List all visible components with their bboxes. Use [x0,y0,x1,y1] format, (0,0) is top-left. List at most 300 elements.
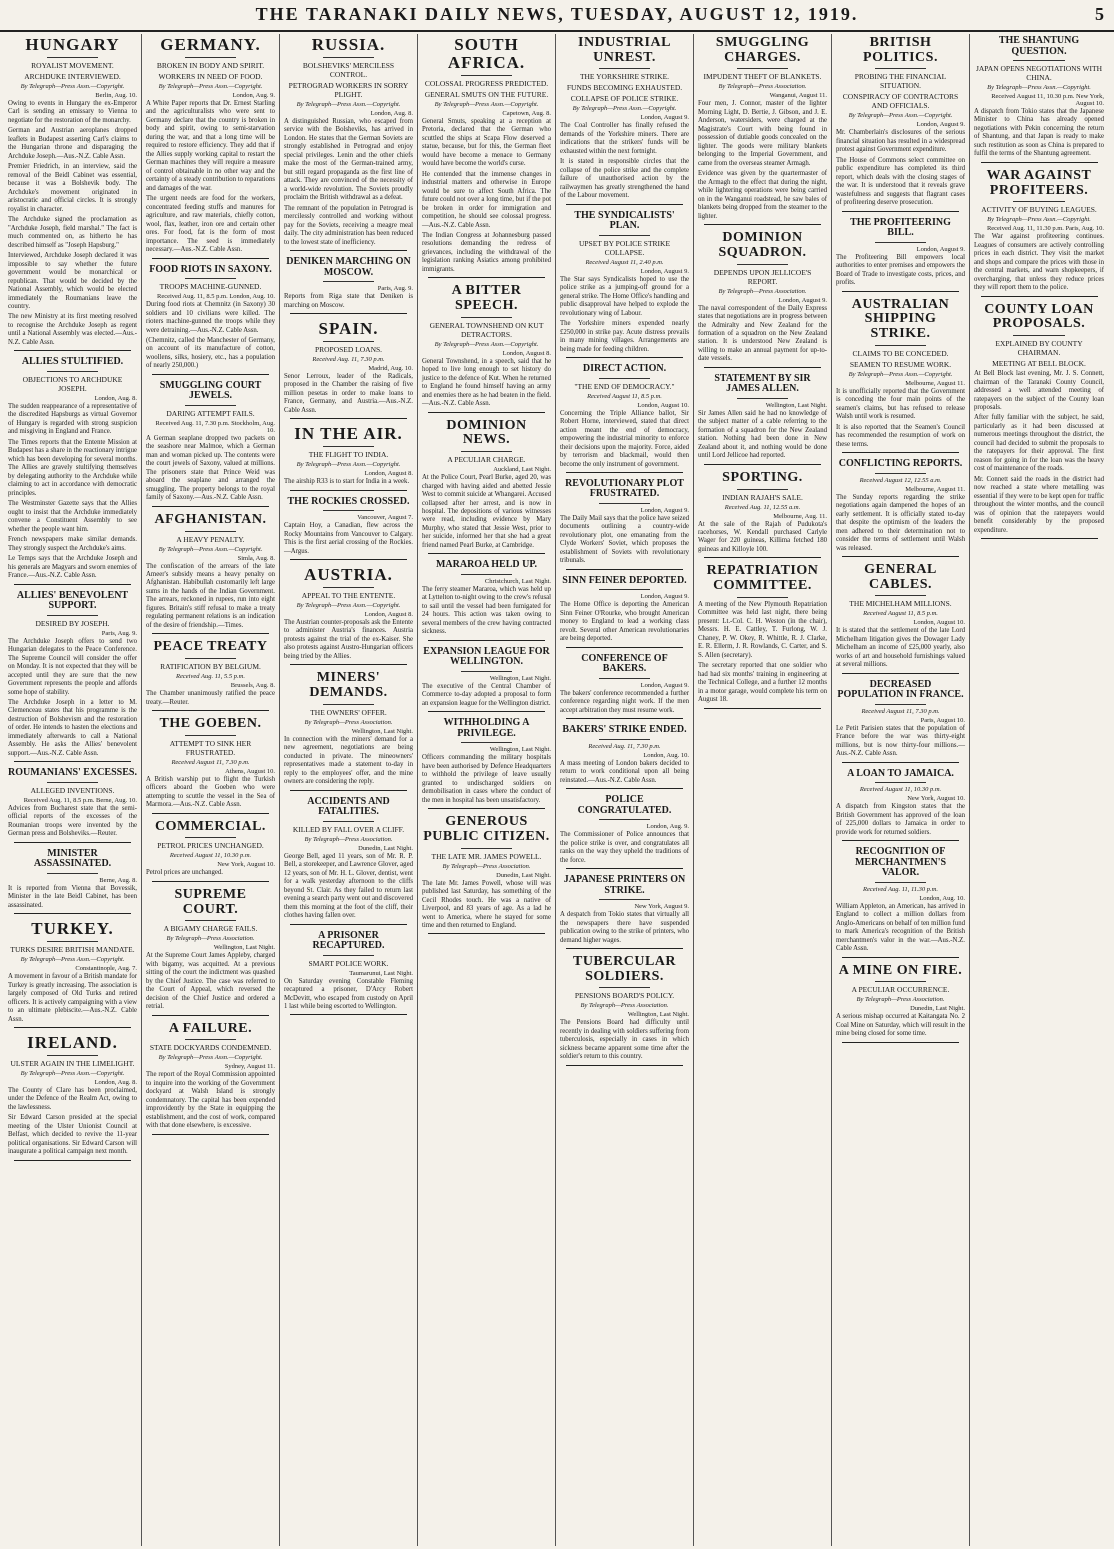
article-dateline: Simla, Aug. 8. [237,554,275,562]
article [284,497,413,560]
article-dateline: London, August 9. [916,121,965,129]
article-headline: PEACE TREATY [153,639,268,655]
article-headline: A PRISONER RECAPTURED. [312,929,385,952]
divider [185,1039,237,1040]
article-paragraph: It is also reported that the Seamen's Council has recommended the resumption of work on these terms. [836,423,965,448]
article-subhead: A BIGAMY CHARGE FAILS. [163,924,258,934]
article [974,169,1104,297]
news-column [4,34,142,1546]
divider [461,451,513,452]
article-dateline: Wellington, Last Night. [489,674,551,682]
divider [323,510,375,511]
article-paragraph: He contended that the immense changes in industrial matters and otherwise in Europe would be sure to affect South Africa. The future could not over a long time, but if the pot be broken in order for immigration and competition, he should see colossal progress.—Aus.-N.Z. Cable Assn. [422,170,551,229]
article-dateline: London, Aug. 8. [370,109,413,117]
divider [47,57,99,58]
article-separator [566,718,682,719]
article-headline: REVOLUTIONARY PLOT FRUSTRATED. [565,477,684,500]
article-headline: WITHHOLDING A PRIVILEGE. [443,717,530,739]
article-separator [566,868,682,869]
article-headline: POLICE CONGRATULATED. [577,794,672,816]
article-credit: Received August 11, 7.30 p.m. [861,707,940,715]
article-credit: Received August 11, 8.5 p.m. [587,392,662,400]
article-separator [14,913,130,914]
article-headline: DOMINION NEWS. [446,417,527,448]
article-dateline: London, August 9. [640,114,689,122]
article-separator [152,1134,268,1135]
article-subhead: ROYALIST MOVEMENT. [31,60,114,70]
article-subhead: ARCHDUKE INTERVIEWED. [24,71,121,81]
article-headline: GENERAL CABLES. [864,562,937,592]
article-separator [152,1015,268,1016]
divider [875,242,927,243]
article-separator [981,162,1098,163]
divider [47,615,99,616]
article-headline: CONFLICTING REPORTS. [838,458,963,470]
article-paragraph: The County of Clare has been proclaimed, under the Defence of the Realm Act, owing to the lawlessness. [8,1086,137,1111]
article [560,725,689,789]
article-paragraph: Concerning the Triple Alliance ballot, Sir Robert Horne, interviewed, stated that direct action meant the end of democracy, empowering the industrial minority to enforce their decisions upon the majority. Force, aided by terrorism and blackmail, would then become the only instrument of government. [560,409,689,468]
article-dateline: London, August 9. [778,296,827,304]
news-column [832,34,970,1546]
article-subhead: THE YORKSHIRE STRIKE. [579,72,670,82]
article-dateline: London, Aug. 10. [919,894,965,902]
article-subhead: ATTEMPT TO SINK HER FRUSTRATED. [169,738,252,757]
article-dateline: London, August 9. [640,593,689,601]
masthead [0,0,1114,32]
article [146,513,275,635]
article-paragraph: Officers commanding the military hospitals have been authorised by Defence Headquarters to withhold the privilege of leave usually granted to undischarged soldiers on demobilisation in cases where the conduct of the men in hospital has been unsatisfactory. [422,754,551,804]
divider [461,317,513,318]
article-dateline: Wellington, Last Night. [351,727,413,735]
article [560,364,689,473]
article-paragraph: General Smuts, speaking at a reception at Pretoria, declared that the German who scuttled the ships at Scapa Flow deserved a statue, because, but for this, the German fleet would have become a menace to Germany would have become the world's curse. [422,117,551,168]
article [836,563,965,674]
article-headline: A BITTER SPEECH. [451,283,522,314]
article-credit: By Telegraph—Press Association. [718,83,807,91]
article-paragraph: The Archduke Joseph in a letter to M. Clemenceau states that his programme is the destruction of Bolshevism and the restoration of order. He intends to hasten the elections and immediately afterwards to call a National Assembly. He asks the Allies' benevolent support.—Aus.-N.Z. Cable Assn. [8,698,137,757]
article-paragraph: The ferry steamer Mararoa, which was held up at Lyttelton to-night owing to the crew's refusal to sail until the vessel had been fumigated for 24 hours. This action was taken owing to several members of the crew having contracted sickness. [422,585,552,636]
divider [323,57,375,58]
article-separator [566,1065,682,1066]
article [560,654,689,719]
article-dateline: Taumarunui, Last Night. [349,969,413,977]
article-paragraph: A meeting of the New Plymouth Repatriation Committee was held last night, there being present: Lt.-Col. C. H. Weston (in the chair), Messrs. H. E. Cattley, T. Furlong, W. J. Chaney, P. W. Okey, R. Whittle, R. J. Clarke, E. R. Ellerm, J. R. Rowlands, C. Carter, and S. S. Allen (secretary). [698,600,827,659]
article-paragraph: William Appleton, an American, has arrived in England to collect a million dollars from Anglo-Americans on behalf of ten million fund to mark America's recognition of the British merchantmen's valor in the war.—Aus.-N.Z. Cable Assn. [836,902,965,953]
divider [875,473,927,474]
article-headline: DOMINION SQUADRON. [718,230,807,260]
divider [185,278,237,279]
article-paragraph: The Coal Controller has finally refused the demands of the Yorkshire miners. There are indications that the strikers' funds will be exhausted within the next fortnight. [560,122,689,155]
article-dateline: Received Aug. 11, 8.5 p.m. London, Aug. 10. [156,293,275,301]
article-paragraph: After fully familiar with the subject, he said, particularly as it had been discussed at numerous meetings throughout the district, the council had decided to submit the proposals to the ratepayers for their approval. The first reason for going in for the loan was the heavy cost of maintenance of the roads. [974,414,1104,473]
article-paragraph: The naval correspondent of the Daily Express states that negotiations are in progress between the Admiralty and New Zealand for the formation of a squadron on the New Zealand station. It is understood New Zealand is willing to make an annual payment for up-to-date vessels. [698,304,827,363]
article-paragraph: The Daily Mail says that the police have seized documents outlining a country-wide revolutionary plot, one emanating from the Clyde Workers' Soviet, which proposes the establishment of Soviets with revolutionary tribunals. [560,514,689,565]
article-paragraph: The Sunday reports regarding the strike negotiations again dampened the hopes of an early settlement. It is officially stated to-day that despite the optimism of the leaders the men adhered to their determination not to consider the terms of settlement until Walsh was released. [836,493,965,552]
news-columns [4,34,1110,1546]
divider [875,68,927,69]
article-separator [152,374,268,375]
article-subhead: TROOPS MACHINE-GUNNED. [159,282,262,292]
article-headline: JAPANESE PRINTERS ON STRIKE. [563,874,686,896]
divider [599,503,651,504]
article-dateline: Auckland, Last Night. [493,466,551,474]
article-dateline: Sydney, August 11. [224,1063,275,1071]
divider [185,837,237,838]
article [698,374,827,465]
article-paragraph: The late Mr. James Powell, whose will was published last Saturday, has something of the Cecil Rhodes touch. He was a native of Liverpool, and 83 years of age. As a lad he went to America, where he stayed for some time and then returned to England. [422,879,551,929]
divider [1013,335,1065,336]
article-dateline: London, August 9. [640,267,689,275]
divider [599,678,651,679]
article-credit: By Telegraph—Press Assn.—Copyright. [848,370,953,378]
article-separator [14,842,130,843]
article-dateline: Brussels, Aug. 8. [230,682,275,690]
article-headline: THE GOEBEN. [159,716,262,732]
divider [47,1055,99,1056]
article-subhead: PETROL PRICES UNCHANGED. [157,841,264,851]
article-dateline: Wellington, Last Night. [489,746,551,754]
article [836,459,965,557]
article-headline: THE ROCKIES CROSSED. [287,495,410,507]
article-dateline: London, Aug. 9. [232,91,275,99]
article-subhead: CLAIMS TO BE CONCEDED. [852,348,949,358]
article-dateline: Melbourne, Aug. 11. [773,512,827,520]
article-separator [152,710,268,711]
article [8,920,137,1028]
article-separator [152,506,268,507]
article [284,566,413,665]
article-subhead: GENERAL TOWNSHEND ON KUT DETRACTORS. [429,320,544,339]
article [8,357,137,584]
article-separator [290,790,406,791]
article-subhead: DESIRED BY JOSEPH. [35,618,110,628]
article-paragraph: Sir Edward Carson presided at the special meeting of the Ulster Unionist Council at Belfast, which decided to revive the 11-year political organisations. Sir Edward Carson will inaugurate a political campaign next month. [8,1114,137,1156]
article-paragraph: The secretary reported that one soldier who had had six months' training in engineering at the Technical College, and a further 12 months in a motor garage, would complete his term on August 18. [698,662,827,704]
article-dateline: Paris, Aug. 9. [101,629,137,637]
article-dateline: London, August 8. [364,610,413,618]
article [8,1034,137,1161]
article-dateline: Received Aug. 11, 7.30 p.m. Stockholm, Aug. 10. [155,419,275,434]
article-credit: Received August 11, 10.30 p.m. [859,786,942,794]
article-subhead: THE FLIGHT TO INDIA. [308,450,389,460]
article-headline: SUPREME COURT. [174,886,247,917]
article-credit: By Telegraph—Press Assn.—Copyright. [296,100,401,108]
article-subhead: KILLED BY FALL OVER A CLIFF. [292,824,405,834]
article-subhead: INDIAN RAJAH'S SALE. [722,492,803,502]
news-column [970,34,1108,1546]
article-subhead: APPEAL TO THE ENTENTE. [301,590,396,600]
divider [47,873,99,874]
article-separator [428,808,544,809]
divider [323,341,375,342]
article-dateline: Dunedin, Last Night. [910,1005,965,1013]
article-credit: Received August 11, 2.40 p.m. [585,258,664,266]
article-subhead: UPSET BY POLICE STRIKE COLLAPSE. [578,238,671,257]
article-headline: SMUGGLING COURT JEWELS. [159,379,262,402]
article [284,797,413,925]
article-dateline: London, August 9. [640,681,689,689]
article-subhead: WORKERS IN NEED OF FOOD. [158,71,263,81]
article-paragraph: The Commissioner of Police announces that the police strike is over, and congratulates all ranks on the way they upheld the traditions of the force. [560,831,689,864]
article-separator [704,708,820,709]
article-credit: By Telegraph—Press Assn.—Copyright. [987,84,1091,91]
article-subhead: BROKEN IN BODY AND SPIRIT. [156,60,265,70]
article [560,479,689,570]
article-credit: Received Aug. 11, 7.30 p.m. [588,742,661,750]
article-subhead: A PECULIAR CHARGE. [447,455,526,465]
article-headline: A FAILURE. [168,1020,253,1036]
article-credit: Received August 11, 7.30 p.m. [171,758,250,766]
article-headline: SOUTH AFRICA. [447,35,526,72]
article [836,769,965,841]
article-credit: By Telegraph—Press Association. [580,1002,669,1010]
article-headline: BRITISH POLITICS. [863,35,938,65]
article-headline: RECOGNITION OF MERCHANTMEN'S VALOR. [854,846,947,879]
article-paragraph: In connection with the miners' demand for a new agreement, negotiations are being conducted in private. The mineowners' representatives made a statement to-day in reply to the employees' offer, and the mine owners are considering the reply. [284,735,413,786]
article-subhead: THE OWNERS' OFFER. [310,707,387,717]
article-paragraph: A dispatch from Tokio states that the Japanese Minister to China has already opened negotiations with Pekin concerning the return of Shantung, and that Japan is ready to make such restitution as soon as China is prepared to fulfil the terms of the Shantung agreement. [974,108,1104,158]
article-paragraph: A serious mishap occurred at Kaitangata No. 2 Coal Mine on Saturday, which will result in the mine being closed for some time. [836,1013,965,1038]
article-dateline: London, August 9. [916,245,965,253]
article-separator [428,553,544,554]
article-credit: Received Aug. 11, 5.5 p.m. [176,673,245,681]
article-credit: By Telegraph—Press Association. [442,862,531,870]
article-headline: SPORTING. [722,469,803,485]
article-dateline: Vancouver, August 7. [357,514,413,522]
article-paragraph: Senor Lerroux, leader of the Radicals, proposed in the Chamber the raising of five million pesetas in order to make loans to France, Germany, and Austria.—Aus.-N.Z. Cable Assn. [284,372,413,414]
divider [875,345,927,346]
article-headline: IN THE AIR. [294,424,403,444]
article-paragraph: It is stated in responsible circles that the collapse of the police strike and the complete failure of unauthorised action by the railwaymen has greatly strengthened the hand of the Labour movement. [560,158,689,200]
article-paragraph: The sudden reappearance of a representative of the discredited Hapsburgs as virtual Governor of Hungary is regarded with strong suspicion and misgiving in England and France. [8,402,137,436]
article [698,36,827,225]
divider [323,446,375,447]
article [284,671,413,790]
article-subhead: PENSIONS BOARD'S POLICY. [574,991,675,1001]
article-paragraph: Four men, J. Connor, master of the lighter Morning Light, D. Bertie, J. Gibson, and J. E. Anderson, watersiders, were charged at the Magistrate's Court with being found in possession of dutiable goods concealed on the lighter. The goods were military blankets belonging to the Imperial Government, and came from the overseas steamer Armagh. [698,100,827,167]
article-headline: SINN FEINER DEPORTED. [562,574,687,586]
divider [185,658,237,659]
article-subhead: GENERAL SMUTS ON THE FUTURE. [424,89,549,99]
article-credit: By Telegraph—Press Assn.—Copyright. [296,601,401,609]
article-paragraph: A movement in favour of a British mandate for Turkey is greatly increasing. The association is largely composed of Old Turks and retired officers. It is actively campaigning with a view to an ultimate plebiscite.—Aus.-N.Z. Cable Assn. [8,973,137,1023]
article-paragraph: The remnant of the population in Petrograd is mercilessly controlled and working without pay for the Soviets, receiving a meagre meal daily. The city administration has been reduced to the lowest state of inefficiency. [284,204,413,246]
divider [875,595,927,596]
article-headline: DECREASED POPULATION IN FRANCE. [837,678,964,701]
article-dateline: Received Aug. 11, 8.5 p.m. Berne, Aug. 10. [23,796,137,804]
article [284,257,413,314]
article-separator [981,538,1098,539]
article [284,36,413,251]
article-separator [842,452,958,453]
article-headline: THE SHANTUNG QUESTION. [998,35,1080,57]
article-paragraph: At the Supreme Court James Appleby, charged with bigamy, was acquitted. At a previous sitting of the court the indictment was quashed by the Chief Justice. The case was referred to the Court of Appeal, which reversed the decision of the Chief Justice and ordered a retrial. [146,952,275,1011]
article-headline: IRELAND. [27,1033,118,1053]
article-credit: By Telegraph—Press Assn.—Copyright. [20,956,125,964]
article-paragraph: It is unofficially reported that the Government is conceding the four main points of the seamen's claims, but has refused to release Walsh until work is resumed. [836,387,965,421]
article-dateline: Melbourne, August 11. [905,379,965,387]
article-subhead: ALLEGED INVENTIONS. [30,785,115,795]
article-headline: TUBERCULAR SOLDIERS. [572,954,676,984]
article-separator [428,711,544,712]
divider [185,57,237,58]
article-headline: COMMERCIAL. [155,818,266,834]
article-paragraph: A despatch from Tokio states that virtually all the newspapers there have suspended publication owing to the strike of printers, who demand higher wages. [560,911,689,944]
article-separator [152,813,268,814]
divider [875,704,927,705]
article [836,964,965,1043]
article-subhead: COLLAPSE OF POLICE STRIKE. [570,94,679,104]
article-paragraph: A dispatch from Kingston states that the British Government has approved of the loan of 225,000 dollars to Jamaica in order to provide work for returned soldiers. [836,803,965,836]
article-separator [152,258,268,259]
news-column [556,34,694,1546]
divider [185,531,237,532]
article-subhead: PETROGRAD WORKERS IN SORRY PLIGHT. [288,80,409,99]
article [974,303,1104,540]
article [146,265,275,375]
article-subhead: A PECULIAR OCCURRENCE. [851,985,950,995]
article-headline: MARAROA HELD UP. [435,559,538,571]
divider [875,882,927,883]
article-paragraph: The Profiteering Bill empowers local authorities to enter premises and empowers the Board of Trade to investigate costs, prices, and profits. [836,253,965,287]
article-paragraph: Mr. Connett said the roads in the district had now reached a state where metalling was essential if they were to be kept open for traffic throughout the winter months, and the council was of opinion that the ratepayers would benefit considerably by the proposed expenditure. [974,475,1104,534]
article-paragraph: George Bell, aged 11 years, son of Mr. R. P. Bell, a storekeeper, and Lawrence Glover, aged 12 years, son of Mr. H. L. Glover, dentist, went for a walk yesterday afternoon to the cliffs beyond St. Clair. As they failed to return last evening a search party went out and discovered them this morning at the foot of the cliff, their clothes having fallen over. [284,852,413,920]
article-paragraph: The Star says Syndicalists hoped to use the police strike as a jumping-off ground for a general strike. The Home Office's handling and public disapproval have helped to explode the revolutionary wing of Labour. [560,275,689,317]
article-subhead: ULSTER AGAIN IN THE LIMELIGHT. [10,1058,135,1068]
article-headline: SMUGGLING CHARGES. [715,35,810,65]
divider [737,398,789,399]
divider [47,371,99,372]
divider [599,819,651,820]
article-headline: INDUSTRIAL UNREST. [578,35,671,65]
divider [461,671,513,672]
divider [599,987,651,988]
article [560,576,689,648]
article-paragraph: The Austrian counter-proposals ask the Entente to administer Austria's finances. Austria protests against the trial of the ex-Kaiser. She also protests against Austro-Hungarian officers being tried by the Allies. [284,618,413,660]
article-separator [152,633,268,634]
article-credit: By Telegraph—Press Association. [718,287,807,295]
divider [323,955,375,956]
article-headline: REPATRIATION COMMITTEE. [706,563,819,594]
divider [323,704,375,705]
article-headline: MINISTER ASSASSINATED. [33,847,112,870]
article-dateline: Constantinople, Aug. 7. [75,965,137,973]
article-subhead: CONSPIRACY OF CONTRACTORS AND OFFICIALS. [842,92,959,111]
article-subhead: TURKS DESIRE BRITISH MANDATE. [10,945,135,955]
divider [599,899,651,900]
article-separator [14,761,130,762]
article-dateline: New York, August 10. [907,795,965,803]
article-paragraph: French newspapers make similar demands. They strongly suspect the Archduke's aims. [8,536,137,552]
article-headline: AUSTRIA. [304,565,393,585]
divider [875,782,927,783]
article [146,717,275,814]
divider [323,821,375,822]
article [698,564,827,708]
article-subhead: FUNDS BECOMING EXHAUSTED. [566,83,683,93]
article-dateline: New York, August 9. [634,903,689,911]
article-paragraph: The executive of the Central Chamber of Commerce to-day adopted a proposal to form an expansion league for the Wellington district. [422,682,551,707]
article [422,36,551,278]
article-paragraph: The Indian Congress at Johannesburg passed resolutions demanding the redress of grievances, including the withdrawal of the legislation ranking Asiatics among prohibited immigrants. [422,231,551,273]
news-column [694,34,832,1546]
article-credit: By Telegraph—Press Assn.—Copyright. [848,112,953,120]
article-subhead: RATIFICATION BY BELGIUM. [160,662,261,672]
article-dateline: Dunedin, Last Night. [496,871,551,879]
article-credit: By Telegraph—Press Assn.—Copyright. [987,216,1091,224]
article [836,298,965,453]
article-paragraph: The Pensions Board had difficulty until recently in dealing with soldiers suffering from tuberculosis, especially in cases in which sickness became apparent some time after the soldier's return to this country. [560,1019,689,1061]
article-separator [842,556,958,557]
article-separator [428,640,544,641]
article-paragraph: The bakers' conference recommended a further conference regarding night work. If the men accept arbitration they must resume work. [560,689,689,714]
article-dateline: Wellington, Last Night. [213,944,275,952]
article-separator [842,1042,958,1043]
article-paragraph: The airship R33 is to start for India in a week. [284,478,410,486]
article-separator [290,924,406,925]
article-credit: By Telegraph—Press Assn.—Copyright. [20,82,125,90]
article-paragraph: The urgent needs are food for the workers, concentrated feeding stuffs and manures for agriculture, and raw materials, chiefly cotton, wool, flax, leather, iron ore and certain other ores. For food, fat is the form of most importance. The seed is immediately necessary.—Aus.-N.Z. Cable Assn. [146,195,275,254]
article-subhead: "THE END OF DEMOCRACY." [574,381,675,391]
article-headline: HUNGARY [25,35,120,54]
article-paragraph: The report of the Royal Commission appointed to inquire into the working of the Government dockyard at Walsh Island is strongly condemnatory. The capital has been expended improvidently by the State in equipping the establishment, and the cost of work, compared with that done elsewhere, is excessive. [146,1071,275,1130]
divider [737,68,789,69]
article-headline: WAR AGAINST PROFITEERS. [986,167,1092,198]
article-separator [14,1160,130,1161]
article-headline: RUSSIA. [311,35,386,54]
divider [1013,201,1065,202]
article-separator [566,472,682,473]
article [836,847,965,957]
article-paragraph: The Home Office is deporting the American Sinn Feiner O'Rourke, who brought American money to England to lead a working class revolt. Several other American revolutionaries are being deported. [560,601,689,643]
article [284,425,413,490]
article-headline: DIRECT ACTION. [582,363,667,375]
article-headline: TURKEY. [31,919,114,939]
article-dateline: Wellington, Last Night. [765,401,827,409]
article [422,419,551,555]
article-paragraph: The Chamber unanimously ratified the peace treaty.—Reuter. [146,690,275,706]
article-separator [704,367,820,368]
divider [599,235,651,236]
article-dateline: Received August 11, 10.30 p.m. New York, August 10. [991,93,1104,107]
article-subhead: STATE DOCKYARDS CONDEMNED. [149,1043,272,1053]
article-headline: BAKERS' STRIKE ENDED. [562,724,687,736]
divider [599,739,651,740]
article-dateline: London, Aug. 10. [643,751,689,759]
article [698,231,827,368]
article-credit: By Telegraph—Press Assn.—Copyright. [20,1069,125,1077]
article-headline: GENEROUS PUBLIC CITIZEN. [423,814,550,844]
article-subhead: MEETING AT BELL BLOCK. [992,359,1086,369]
article-credit: By Telegraph—Press Association. [856,996,945,1004]
article-separator [566,357,682,358]
article [836,218,965,292]
article-headline: MINERS' DEMANDS. [309,670,388,701]
article-separator [290,250,406,251]
article-credit: By Telegraph—Press Assn.—Copyright. [572,105,677,113]
article-paragraph: Evidence was given by the quartermaster of the Armagh to the effect that during the night, while lightering operations were being carried on in the Wanganui roadstead, he saw bales of blankets being dropped from the steamer to the lighter. [698,170,827,220]
article-headline: STATEMENT BY SIR JAMES ALLEN. [714,372,811,395]
article-paragraph: Le Petit Parisien states that the population of France before the war was thirty-eight millions, but is now thirty-four millions.—Aus.-N.Z. Cable Assn. [836,724,965,758]
article-paragraph: The confiscation of the arrears of the late Ameer's subsidy means a heavy penalty on Afghanistan. Habibullah customarily left large sums in the hands of the Indian Government. The arrears, reckoned in rupees, run into eight figures. Britain's stiff refusal to make a treaty regulating permanent relations is an indication of the desire of friendship.—Times. [146,562,275,629]
article [8,768,137,842]
article-paragraph: A British warship put to flight the Turkish officers aboard the Goeben who were attempting to scuttle the vessel in the Sea of Marmora.—Aus.-N.Z. Cable Assn. [146,775,275,809]
article-paragraph: It is stated that the settlement of the late Lord Michelham litigation gives the Dowager Lady Michelham an income of £25,000 yearly, also works of art and household furnishings valued at several millions. [836,627,965,669]
article [422,718,551,809]
article-dateline: Melbourne, August 11. [905,485,965,493]
article-separator [290,418,406,419]
article-paragraph: German and Austrian aeroplanes dropped leaflets in Budapest asserting Carl's claims to the Hungarian throne and disparaging the Archduke Joseph.—Aus.-N.Z. Cable Assn. [8,127,137,160]
